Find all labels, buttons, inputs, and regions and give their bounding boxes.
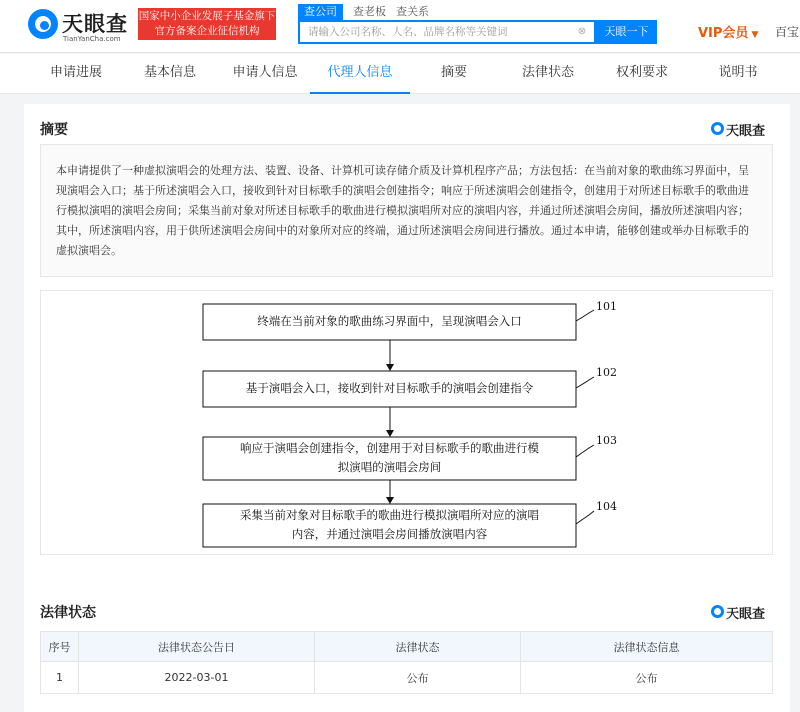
baike-link[interactable]: 百宝 — [775, 25, 800, 39]
cell-status-info: 公布 — [521, 662, 773, 694]
content-panel — [24, 104, 790, 712]
table-header-row — [41, 632, 773, 662]
abstract-brand — [711, 120, 781, 138]
flow-step-103: 响应于演唱会创建指令，创建用于对目标歌手的歌曲进行模 拟演唱的演唱会房间 — [240, 441, 539, 474]
arrow-down-icon — [386, 430, 394, 437]
flow-step-104: 采集当前对象对目标歌手的歌曲进行模拟演唱所对应的演唱 内容，并通过演唱会房间播放演唱内容 — [240, 508, 539, 541]
search-button[interactable]: 天眼一下 — [596, 20, 657, 44]
flow-step-102: 基于演唱会入口，接收到针对目标歌手的演唱会创建指令 — [245, 381, 534, 395]
tab-agent-info[interactable]: 代理人信息 — [310, 54, 410, 94]
slogan-line-2: 官方备案企业征信机构 — [154, 25, 260, 37]
col-status: 法律状态 — [315, 632, 521, 662]
logo-text: 天眼查 — [62, 12, 128, 36]
legal-status-title: 法律状态 — [40, 605, 96, 621]
tab-basic-info[interactable]: 基本信息 — [143, 65, 196, 80]
step-number-101: 101 — [596, 300, 617, 313]
brand-text: 天眼查 — [726, 607, 766, 622]
tab-claims[interactable]: 权利要求 — [615, 65, 668, 80]
col-seq: 序号 — [41, 632, 79, 662]
table-row — [41, 662, 773, 694]
step-number-104: 104 — [596, 500, 617, 513]
search-box — [298, 20, 596, 44]
tab-legal-status[interactable]: 法律状态 — [521, 65, 574, 80]
flow-step-101: 终端在当前对象的歌曲练习界面中，呈现演唱会入口 — [257, 314, 522, 328]
brand-eye-icon — [711, 605, 724, 618]
arrow-down-icon — [386, 497, 394, 504]
legal-status-table — [40, 631, 773, 694]
vip-member-menu[interactable] — [698, 22, 758, 41]
logo-subtext: TianYanCha.com — [63, 35, 121, 43]
step-number-103: 103 — [596, 434, 617, 447]
abstract-text: 本申请提供了一种虚拟演唱会的处理方法、装置、设备、计算机可读存储介质及计算机程序产品；方法包括：在当前对象的歌曲练习界面中，呈现演唱会入口；基于所述演唱会入口，接收到针对目标歌手的演唱会创建指令；响应于所述演唱会创建指令，创建用于对所述目标歌手的歌曲进行模拟演唱的演唱会房间；采集当前对象对所述目标歌手的歌曲进行模拟演唱所对应的演唱内容，并通过所述演唱会房间，播放所述演唱内容；其中，所述演唱内容，用于供所述演唱会房间中的对象所对应的终端，通过所述演唱会房间进行播放。通过本申请，能够创建或举办目标歌手的虚拟演唱会。 — [40, 144, 773, 277]
tianyancha-logo[interactable] — [28, 7, 136, 45]
detail-tabs — [0, 54, 800, 94]
vip-label: VIP会员 — [698, 26, 749, 41]
search-tab-company[interactable]: 查公司 — [298, 4, 343, 20]
logo-eye-icon — [28, 9, 58, 39]
tab-application-progress[interactable]: 申请进展 — [49, 65, 102, 80]
clear-icon[interactable]: ⊗ — [577, 26, 587, 37]
cell-status: 公布 — [315, 662, 521, 694]
cell-announce-date: 2022-03-01 — [79, 662, 315, 694]
search-tab-boss[interactable]: 查老板 — [353, 5, 386, 18]
search-input[interactable] — [300, 22, 570, 42]
search-tab-relation[interactable]: 查关系 — [396, 5, 429, 18]
abstract-title: 摘要 — [40, 122, 68, 138]
tab-specification[interactable]: 说明书 — [718, 65, 758, 80]
slogan-line-1: 国家中小企业发展子基金旗下 — [138, 10, 276, 22]
legal-brand — [711, 603, 781, 621]
top-header — [0, 0, 800, 53]
tab-abstract[interactable]: 摘要 — [440, 65, 467, 80]
brand-text: 天眼查 — [726, 124, 766, 139]
brand-eye-icon — [711, 122, 724, 135]
col-announce-date: 法律状态公告日 — [79, 632, 315, 662]
step-number-102: 102 — [596, 366, 617, 379]
col-status-info: 法律状态信息 — [521, 632, 773, 662]
abstract-figure — [40, 290, 773, 555]
cell-seq: 1 — [41, 662, 79, 694]
arrow-down-icon — [386, 364, 394, 371]
caret-down-icon: ▼ — [751, 30, 759, 40]
tab-applicant-info[interactable]: 申请人信息 — [232, 65, 298, 80]
slogan-badge — [138, 8, 276, 40]
